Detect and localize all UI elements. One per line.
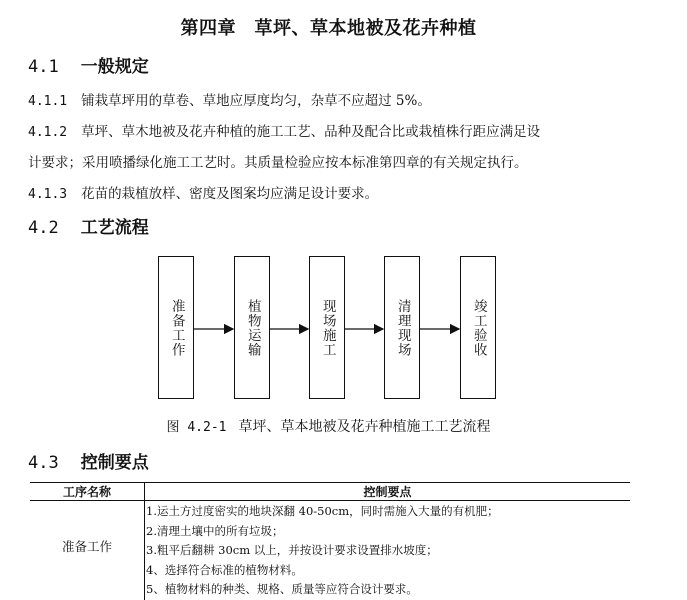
table-row <box>30 501 630 600</box>
flow-step-prepare: 准备工作 <box>158 256 194 399</box>
clause-number: 4.1.2 <box>28 125 68 140</box>
clause-text-line1: 草坪、草木地被及花卉种植的施工工艺、品种及配合比或栽植株行距应满足设 <box>81 124 541 140</box>
figure-title: 草坪、草本地被及花卉种植施工工艺流程 <box>238 419 491 435</box>
clause-number: 4.1.3 <box>28 187 68 202</box>
clause-text: 铺栽草坪用的草卷、草地应厚度均匀，杂草不应超过 5%。 <box>81 93 431 109</box>
control-point: 1.运土方过度密实的地块深翻 40-50cm，同时需施入大量的有机肥； <box>146 504 499 518</box>
section-title: 一般规定 <box>80 57 149 77</box>
section-number: 4.3 <box>28 453 59 473</box>
flow-step-construction: 现场施工 <box>309 256 345 399</box>
clause-text-line2: 计要求；采用喷播绿化施工工艺时。其质量检验应按本标准第四章的有关规定执行。 <box>28 155 528 171</box>
section-number: 4.1 <box>28 57 59 77</box>
section-title: 工艺流程 <box>80 218 149 238</box>
chapter-title: 第四章 草坪、草本地被及花卉种植 <box>180 18 477 39</box>
flow-step-acceptance: 竣工验收 <box>460 256 496 399</box>
clause-number: 4.1.1 <box>28 94 68 109</box>
control-points-cell <box>145 501 631 600</box>
table-header-row <box>30 483 630 501</box>
figure-caption <box>0 416 657 436</box>
control-point: 5、植物材料的种类、规格、质量等应符合设计要求。 <box>146 582 418 596</box>
control-point: 2.清理土壤中的所有垃圾； <box>146 523 284 538</box>
header-control-points: 控制要点 <box>145 483 631 501</box>
figure-number: 图 4.2-1 <box>166 420 227 435</box>
flow-step-cleanup: 清理现场 <box>384 256 420 399</box>
section-title: 控制要点 <box>80 453 149 473</box>
control-point: 3.粗平后翻耕 30cm 以上，并按设计要求设置排水坡度； <box>146 543 438 557</box>
section-number: 4.2 <box>28 218 59 238</box>
control-point: 4、选择符合标准的植物材料。 <box>146 562 303 577</box>
section-heading-4-3 <box>28 448 149 473</box>
control-points-table <box>30 482 630 600</box>
process-name: 准备工作 <box>30 501 145 600</box>
flow-step-transport: 植物运输 <box>234 256 270 399</box>
header-process: 工序名称 <box>30 483 145 501</box>
clause-text: 花苗的栽植放样、密度及图案均应满足设计要求。 <box>81 186 379 202</box>
